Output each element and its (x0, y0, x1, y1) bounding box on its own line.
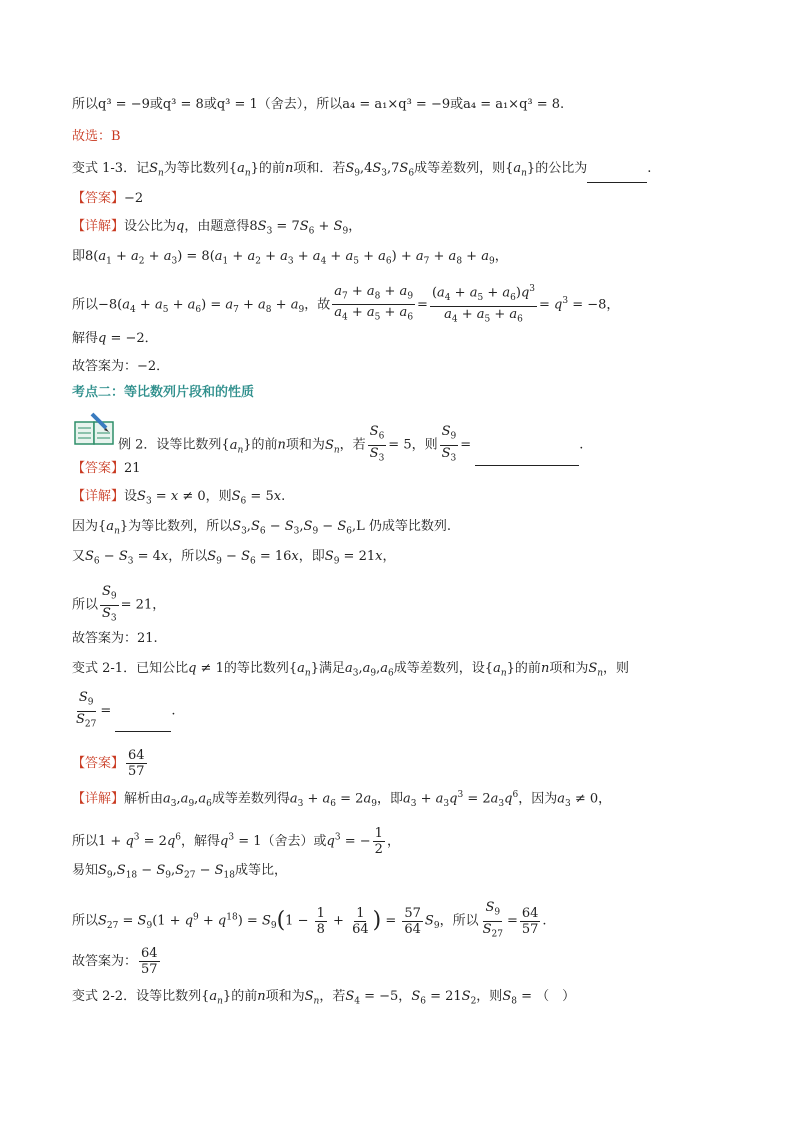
text: 的等比数列 (223, 661, 289, 676)
text: ，则 (205, 489, 232, 504)
text: 所以 (72, 913, 99, 929)
answer-value: −2 (124, 191, 144, 206)
answer-blank (475, 451, 579, 466)
text: 的前 (514, 661, 541, 676)
text: 因为 (72, 519, 99, 534)
fraction: $\frac{a_7 + a_8 + a_9}{a_4 + a_5 + a_6}$ (334, 283, 414, 323)
text: ，则 (603, 661, 630, 676)
text: 故答案为：−2． (72, 359, 170, 374)
answer-blank (115, 717, 171, 732)
variant-label: 变式 2-2．设等比数列 (72, 989, 202, 1004)
answer-2 (72, 460, 141, 478)
text: 易知 (72, 863, 99, 878)
text: ，若 (339, 437, 366, 453)
example-2: 例 2．设等比数列$\{a_n\}$的前n项和为$S_n$，若 $\frac{S_6}{S_3}$ = 5，则 $\frac{S_9}{S_3}$ = . (118, 424, 583, 466)
text: 故答案为： (72, 954, 138, 969)
answer-tag: 【答案】 (72, 191, 125, 206)
detail-2: 【详解】设$S_3 = x \ne 0$，则$S_6 = 5x$. (72, 489, 286, 507)
detail-2-1-line5 (72, 946, 162, 977)
variant-label: 变式 2-1．已知公比 (72, 661, 189, 676)
detail-2-1-line2: 所以$1 + q^3 = 2q^6$，解得$q^3 = 1$（舍去）或$q^3$ = − $\frac{1}{2}$ ， (72, 826, 400, 857)
text: 项和为 (549, 661, 589, 676)
detail-2-line3: 又$S_6 - S_3 = 4x$，所以$S_9 - S_6 = 16x$，即$S_9 = 21x$， (72, 549, 396, 567)
text: 即 (72, 249, 86, 264)
text: ，则 (411, 437, 438, 453)
text: 所以 (72, 834, 99, 849)
text: ，所以 (168, 549, 208, 564)
detail-2-line2: 因为$\{a_n\}$为等比数列，所以$S_3,S_6 - S_3,S_9 - S_6,L$ 仍成等比数列. (72, 519, 452, 537)
text: ， (398, 989, 412, 1004)
detail-2-1: 【详解】解析由$a_3,a_9,a_6$成等差数列得$a_3 + a_6 = 2a_9$，即$a_3 + a_3q^3 = 2a_3q^6$，因为$a_3 \ne 0$， (72, 790, 612, 809)
fraction: $\frac{S_9}{S_{27}}$ (76, 690, 97, 730)
text: 设 (124, 489, 138, 504)
detail-1-3-line5 (72, 358, 169, 376)
fraction: $\frac{57}{64}$ (404, 905, 421, 937)
text: 成等差数列，则 (414, 161, 506, 176)
answer-tag: 【答案】 (72, 461, 125, 476)
solution-text: 所以q³ = −9或q³ = 8或q³ = 1（舍去），所以a₄ = a₁×q³ = −9或a₄ = a₁×q³ = 8. (72, 97, 565, 112)
detail-tag: 【详解】 (72, 791, 125, 807)
text: ，由题意得 (184, 219, 250, 234)
fraction: $\frac{S_9}{S_3}$ (441, 424, 457, 464)
detail-2-line5 (72, 630, 158, 648)
answer-blank (587, 168, 647, 183)
text: 项和为 (265, 989, 305, 1004)
text: ，解得 (181, 834, 221, 849)
fraction: $\frac{1}{64}$ (352, 905, 369, 937)
choice-line (72, 128, 121, 146)
text: 解析由 (124, 791, 164, 807)
answer-1-3 (72, 190, 143, 208)
text: 的前 (251, 437, 278, 453)
fraction: $\frac{S_6}{S_3}$ (369, 424, 385, 464)
text: ，因为 (518, 791, 558, 807)
text: 解得 (72, 331, 99, 346)
numerator: 64 (141, 946, 158, 961)
text: ，即 (298, 549, 325, 564)
answer-tag: 【答案】 (72, 756, 125, 771)
detail-2-1-line4: 所以$S_{27} = S_9(1 + q^9 + q^{18}) = S_9(1$ − $\frac{1}{8}$ + $\frac{1}{64}$ ) = $\frac{57}{64}$ $S_9$，所以 $\frac{S_9}{S_{27}}$ = $\frac{64}{57}$ . (72, 900, 547, 942)
detail-2-1-line3: 易知$S_9,S_{18} - S_9,S_{27} - S_{18}$成等比， (72, 863, 288, 881)
text: 所以 (72, 597, 99, 613)
heading-text: 考点二：等比数列片段和的性质 (72, 385, 255, 400)
text: 满足 (318, 661, 345, 676)
answer-value: 21 (124, 461, 141, 476)
text: ，即 (376, 791, 403, 807)
fraction: $\frac{S_9}{S_{27}}$ (482, 900, 503, 940)
detail-1-3: 【详解】设公比为q，由题意得$8S_3 = 7S_6 + S_9$， (72, 219, 362, 237)
text: （ ） (536, 989, 576, 1004)
text: 为等比数列 (163, 161, 229, 176)
detail-1-3-line3: 所以$-8(a_4 + a_5 + a_6) = a_7 + a_8 + a_9$，故 $\frac{a_7 + a_8 + a_9}{a_4 + a_5 + a_6}$ = $\frac{(a_4 + a_5 + a_6)q^3}{a_4 + a_5 + a_6}$ = $q^3 = -8$， (72, 282, 619, 328)
detail-tag: 【详解】 (72, 219, 125, 234)
detail-tag: 【详解】 (72, 489, 125, 504)
variant-2-2: 变式 2-2．设等比数列$\{a_n\}$的前n项和为$S_n$，若$S_4 = -5$，$S_6 = 21S_2$，则$S_8$ = （ ） (72, 989, 576, 1007)
text: 项和为 (285, 437, 325, 453)
text: 例 2．设等比数列 (118, 437, 222, 453)
answer-fraction (126, 748, 147, 779)
text: 的前 (258, 161, 285, 176)
text: 项和．若 (293, 161, 346, 176)
variant-label: 变式 1-3．记 (72, 161, 150, 176)
section-heading (72, 384, 254, 402)
book-pencil-icon (74, 412, 116, 448)
text: 的公比为 (535, 161, 588, 176)
fraction: $\frac{(a_4 + a_5 + a_6)q^3}{a_4 + a_5 + a_6}$ (431, 284, 536, 325)
choice-text: 故选：B (72, 129, 121, 144)
detail-2-line4: 所以 $\frac{S_9}{S_3}$ = 21， (72, 584, 165, 626)
fraction: $\frac{S_9}{S_3}$ (102, 584, 117, 624)
text: 仍成等比数列. (368, 519, 452, 534)
answer-fraction (139, 946, 160, 977)
text: 又 (72, 549, 86, 564)
fraction: $\frac{1}{8}$ (316, 905, 325, 937)
text: 成等差数列，设 (393, 661, 485, 676)
detail-1-3-line2: 即$8(a_1 + a_2 + a_3) = 8(a_1 + a_2 + a_3 + a_4 + a_5 + a_6) + a_7 + a_8 + a_9$， (72, 249, 508, 267)
text: ，则 (476, 989, 503, 1004)
text: 成等比， (235, 863, 288, 878)
text: （舍去）或 (261, 834, 327, 849)
text: 为等比数列，所以 (128, 519, 233, 534)
text: ，故 (304, 297, 331, 313)
text: ，所以 (439, 913, 479, 929)
text: 的前 (231, 989, 258, 1004)
variant-1-3: 变式 1-3．记$S_n$为等比数列$\{a_n\}$的前n项和．若$S_9,4S_3,7S_6$成等差数列，则$\{a_n\}$的公比为 . (72, 160, 651, 183)
detail-1-3-line4: 解得q = −2． (72, 331, 158, 346)
text: 故答案为：21. (72, 631, 158, 646)
variant-2-1: 变式 2-1．已知公比q ≠ 1的等比数列$\{a_n\}$满足$a_3,a_9,a_6$成等差数列，设$\{a_n\}$的前n项和为$S_n$，则 (72, 661, 630, 679)
answer-2-1 (72, 748, 149, 779)
fraction: $\frac{1}{2}$ (374, 826, 383, 857)
text: ，若 (319, 989, 346, 1004)
solution-line (72, 96, 564, 114)
text: 成等差数列得 (211, 791, 290, 807)
text: 设公比为 (124, 219, 177, 234)
variant-2-1-line2: $\frac{S_9}{S_{27}}$ = . (72, 690, 176, 732)
denominator: 57 (141, 962, 158, 977)
fraction: $\frac{64}{57}$ (521, 905, 539, 937)
denominator: 57 (128, 764, 145, 779)
numerator: 64 (128, 748, 145, 763)
text: 所以 (72, 297, 99, 313)
